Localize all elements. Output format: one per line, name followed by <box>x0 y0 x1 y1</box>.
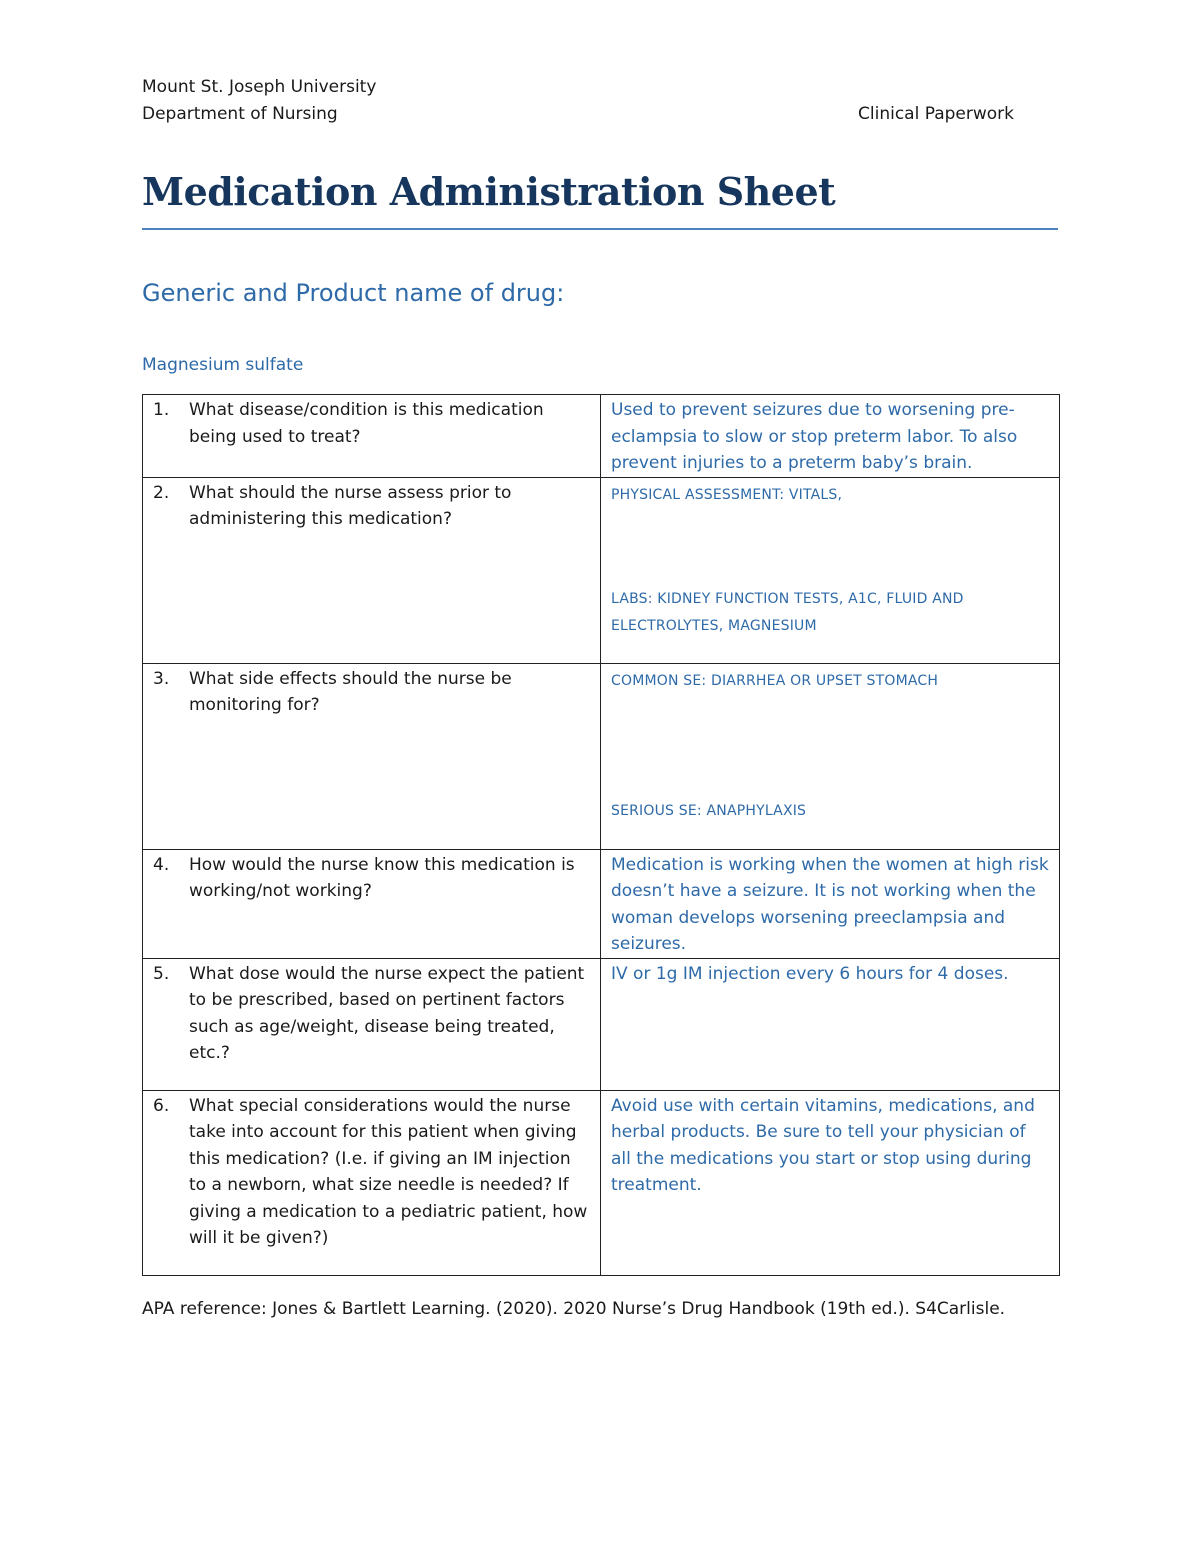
answer-cell <box>601 1090 1060 1275</box>
title-divider <box>142 228 1058 230</box>
question-text: What special considerations would the nurse take into account for this patient when giving this medication? (I.e. if giving an IM injection to a newborn, what size needle is needed? If giving a medication to a pediatric patient, how will it be given?) <box>189 1095 588 1248</box>
section-heading-text: Generic and Product name of drug <box>142 279 557 307</box>
header-line-1 <box>142 74 1060 101</box>
department-name: Department of Nursing <box>142 104 338 124</box>
question-number: 6. <box>153 1095 170 1116</box>
answer-cell <box>601 663 1060 849</box>
question-number: 2. <box>153 482 170 503</box>
question-cell <box>143 477 601 663</box>
section-heading-colon: : <box>556 279 565 307</box>
header-line-2 <box>142 101 1060 128</box>
question-number: 3. <box>153 668 170 689</box>
question-text: What dose would the nurse expect the patient to be prescribed, based on pertinent factors such as age/weight, disease being treated, etc.? <box>189 963 585 1063</box>
answer-cell <box>601 958 1060 1090</box>
table-row <box>143 1090 1060 1275</box>
section-heading <box>142 278 1060 308</box>
question-text: What disease/condition is this medication being used to treat? <box>189 400 544 447</box>
question-number: 5. <box>153 963 170 984</box>
answer-cell <box>601 477 1060 663</box>
answer-text: Used to prevent seizures due to worsening pre-eclampsia to slow or stop preterm labor. To also prevent injuries to a preterm baby’s brain. <box>611 400 1018 473</box>
university-name: Mount St. Joseph University <box>142 77 377 97</box>
answer-text: Avoid use with certain vitamins, medications, and herbal products. Be sure to tell your physician of all the medications you start or stop using during treatment. <box>611 1095 1035 1195</box>
answer-cell <box>601 395 1060 478</box>
answer-text: Medication is working when the women at high risk doesn’t have a seizure. It is not working when the woman develops worsening preeclampsia and seizures. <box>611 854 1049 954</box>
answer-text-a: COMMON SE: DIARRHEA OR UPSET STOMACH <box>611 672 939 689</box>
question-number: 1. <box>153 400 170 420</box>
table-row <box>143 849 1060 958</box>
drug-name: Magnesium sulfate <box>142 355 304 375</box>
page-title: Medication Administration Sheet <box>142 169 836 214</box>
table-row <box>143 395 1060 478</box>
apa-reference: APA reference: Jones & Bartlett Learning. (2020). 2020 Nurse’s Drug Handbook (19th ed.). S4Carlisle. <box>142 1299 1006 1319</box>
table-row <box>143 958 1060 1090</box>
document-page <box>142 74 1060 1276</box>
medication-table <box>142 394 1060 1276</box>
question-cell <box>143 663 601 849</box>
question-cell <box>143 1090 601 1275</box>
answer-text-b: LABS: KIDNEY FUNCTION TESTS, A1C, FLUID AND ELECTROLYTES, MAGNESIUM <box>611 591 964 634</box>
answer-text-b: SERIOUS SE: ANAPHYLAXIS <box>611 803 807 819</box>
question-cell <box>143 849 601 958</box>
table-row <box>143 663 1060 849</box>
answer-text-a: PHYSICAL ASSESSMENT: VITALS, <box>611 486 843 503</box>
question-number: 4. <box>153 854 170 875</box>
answer-cell <box>601 849 1060 958</box>
question-text: How would the nurse know this medication is working/not working? <box>189 854 575 901</box>
question-cell <box>143 958 601 1090</box>
answer-text: IV or 1g IM injection every 6 hours for 4 doses. <box>611 963 1009 984</box>
question-text: What side effects should the nurse be monitoring for? <box>189 668 512 715</box>
question-cell <box>143 395 601 478</box>
paperwork-label: Clinical Paperwork <box>858 104 1014 124</box>
question-text: What should the nurse assess prior to administering this medication? <box>189 482 512 529</box>
table-row <box>143 477 1060 663</box>
